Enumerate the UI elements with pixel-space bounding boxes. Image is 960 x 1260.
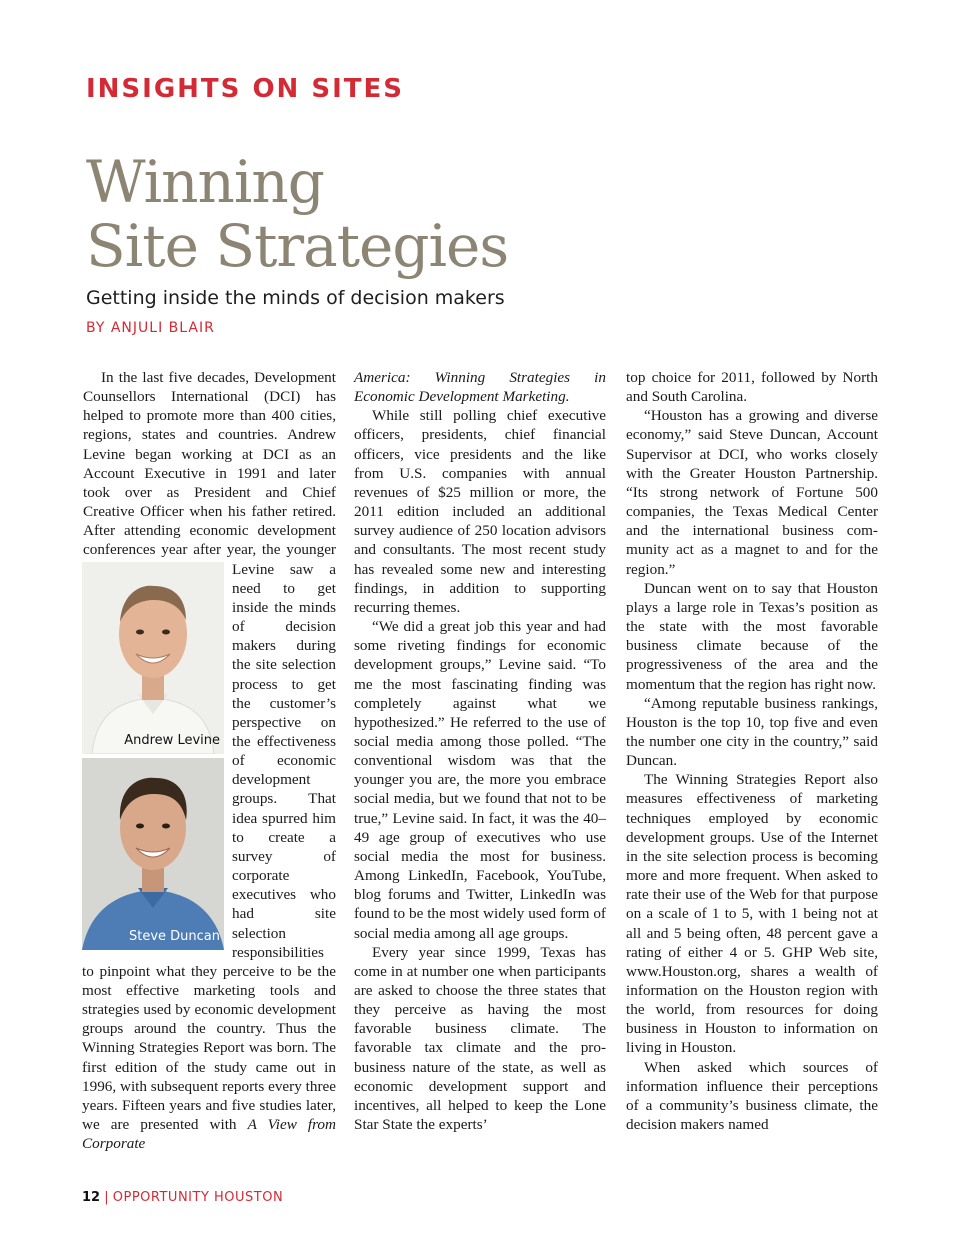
title-line-1: Winning — [86, 148, 324, 216]
paragraph: Every year since 1999, Texas has come in at number one when participants are asked to choose the three states that they perceive as having the most favorable business climate. The favorable tax climate and the pro-business nature of the state, as well as economic development support and incentives, all helped to keep the Lone Star State the experts’ — [354, 943, 606, 1134]
photo-andrew-levine — [82, 562, 224, 754]
paragraph-text: In the last five decades, Development Counsellors International (DCI) has helped to promote more than 400 cities, regions, states and countries. Andrew Levine began working at DCI as an Account Executive in 1991 and later took over as President and Chief Creative Officer when his father retired. After attending economic development conferences year after year, the younger Levine saw a need to get inside the minds of decision makers during the site selection process to get the customer’s perspective on the effectiveness of economic development groups. That idea spurred him to create a survey of corporate executives who had site selection responsibilities to pinpoint what they perceive to be the most effective marketing tools and strategies used by economic development groups around the country. Thus the Winning Strategies Report was born. The first edition of the study came out in 1996, with subsequent reports every three years. Fifteen years and five studies later, we are presented with — [82, 369, 336, 1134]
section-heading: INSIGHTS ON SITES — [86, 74, 404, 104]
paragraph: While still polling chief executive officers, presidents, chief financial officers, vice presidents and the like from U.S. companies with annual revenues of $25 million or more, the 2011 edition included an additional survey audience of 250 location advisors and consultants. The most recent study has revealed some new and interesting findings, in addition to supporting recurring themes. — [354, 407, 606, 616]
title-line-2: Site Strategies — [86, 212, 509, 280]
photo-steve-duncan — [82, 758, 224, 950]
text-column-1 — [82, 368, 336, 1153]
paragraph: “We did a great job this year and had some riveting findings for economic development groups,” Levine said. “To me the most fascinating finding was completely against what we hypothesized.” He referred to the use of social media among those polled. “The conventional wisdom was that the younger you are, the more you embrace social media, but we found that not to be true,” Levine said. In fact, it was the 40–49 age group of executives who use social media the most for business. Among LinkedIn, Facebook, YouTube, blog forums and Twitter, LinkedIn was found to be the most widely used form of social media among all age groups. — [354, 618, 606, 942]
italic-title: America: Winning Strategies in Economic Development Marketing. — [354, 369, 606, 406]
portrait-image — [82, 758, 224, 950]
magazine-name: OPPORTUNITY HOUSTON — [112, 1190, 284, 1205]
footer-separator: | — [104, 1190, 109, 1205]
author-byline: BY ANJULI BLAIR — [86, 320, 215, 336]
page-number: 12 — [82, 1190, 101, 1205]
text-column-3 — [626, 368, 878, 1134]
text-column-2 — [354, 368, 606, 1134]
portrait-image — [82, 562, 224, 754]
article-subtitle: Getting inside the minds of decision makers — [86, 287, 505, 309]
article-title — [86, 150, 508, 278]
photo-caption-andrew: Andrew Levine — [124, 732, 220, 748]
italic-title: A View from Corporate — [82, 1116, 336, 1153]
paragraph: “Houston has a growing and diverse economy,” said Steve Duncan, Account Supervisor at DCI, who works closely with the Greater Houston Partnership. “Its strong network of Fortune 500 companies, the Texas Medical Center and the international business com-munity act as a magnet to and for the region.” — [626, 407, 878, 578]
photo-caption-steve: Steve Duncan — [128, 928, 220, 944]
paragraph: Duncan went on to say that Houston plays a large role in Texas’s position as the state with the most favorable business climate because of the progressiveness of the area and the momentum that the region has right now. — [626, 579, 878, 693]
paragraph: “Among reputable business rankings, Houston is the top 10, top five and even the number one city in the country,” said Duncan. — [626, 694, 878, 770]
page-footer — [82, 1190, 283, 1205]
paragraph — [354, 368, 606, 406]
paragraph: When asked which sources of information influence their perceptions of a community’s business climate, the decision makers named — [626, 1058, 878, 1134]
paragraph: top choice for 2011, followed by North and South Carolina. — [626, 369, 878, 406]
photo-column — [82, 562, 232, 950]
paragraph: The Winning Strategies Report also measures effectiveness of marketing techniques employed by economic development groups. Use of the Internet in the site selection process is becoming more and more frequent. When asked to rate their use of the Web for that purpose on a scale of 1 to 5, with 1 being not at all and 5 being often, 48 percent gave a rating of either 4 or 5. GHP Web site, www.Houston.org, shares a wealth of information on the Houston region with the world, from resources for doing business in Houston to information on living in Houston. — [626, 771, 878, 1057]
